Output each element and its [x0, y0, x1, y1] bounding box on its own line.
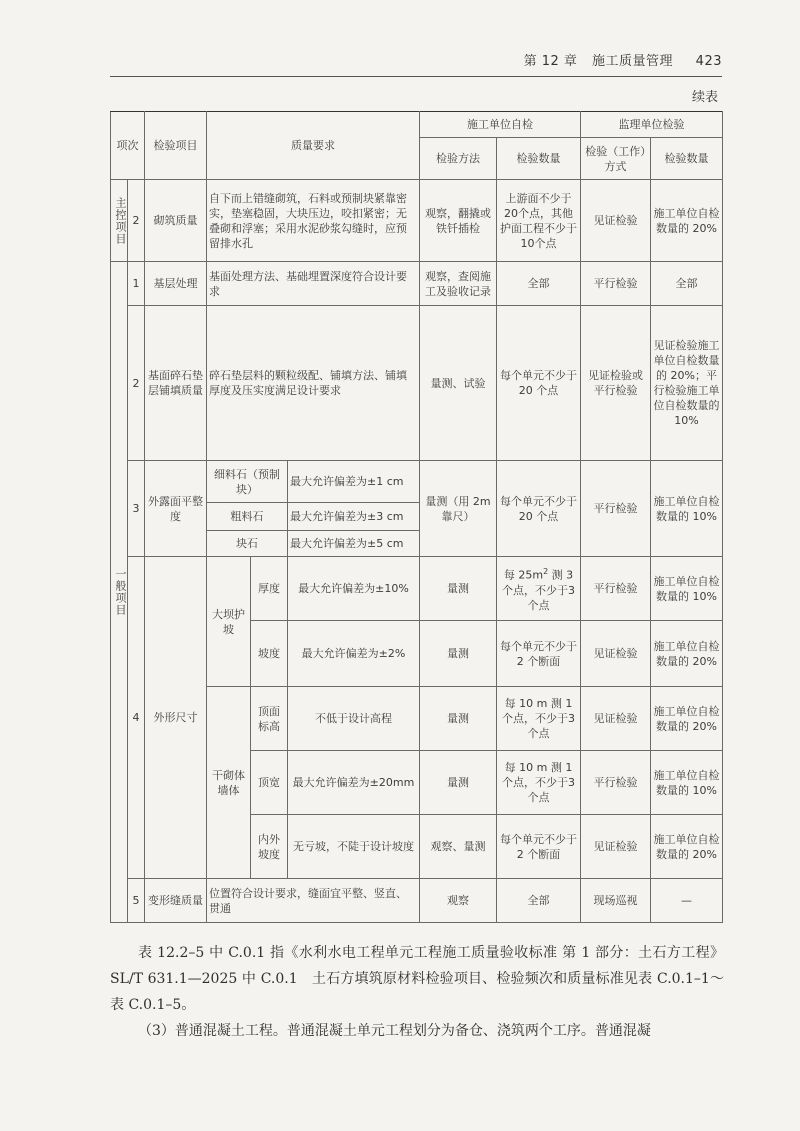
g4-group-1: 大坝护坡 [207, 557, 251, 687]
g4-r2-method: 量测 [420, 621, 497, 687]
g3-sup-quantity: 施工单位自检数量的 10% [651, 461, 723, 557]
g5-sup-method: 现场巡视 [581, 879, 651, 923]
main-control-row [111, 180, 723, 262]
g1-requirement: 基面处理方法、基础埋置深度符合设计要求 [207, 262, 420, 306]
g3-sub-2-requirement: 最大允许偏差为±3 cm [288, 503, 420, 531]
g5-no: 5 [128, 879, 145, 923]
g4-r1-sub: 厚度 [251, 557, 288, 621]
g1-sup-quantity: 全部 [651, 262, 723, 306]
head-sup-method: 检验（工作）方式 [581, 138, 651, 180]
continued-label: 续表 [691, 90, 718, 105]
g4-r5-sub: 内外坡度 [251, 815, 288, 879]
head-supervision-check: 监理单位检验 [581, 112, 723, 138]
body-paragraph-2: （3）普通混凝土工程。普通混凝土单元工程划分为备仓、浇筑两个工序。普通混凝 [138, 1023, 651, 1039]
g1-sup-method: 平行检验 [581, 262, 651, 306]
main-category [111, 180, 128, 262]
g4-r4-method: 量测 [420, 751, 497, 815]
head-quality-requirement: 质量要求 [207, 112, 420, 180]
general-row-5 [111, 879, 723, 923]
g1-quantity: 全部 [497, 262, 581, 306]
g4-r4-requirement: 最大允许偏差为±20mm [288, 751, 420, 815]
g2-sup-quantity: 见证检验施工单位自检数量的 20%；平行检验施工单位自检数量的 10% [651, 306, 723, 461]
g3-sub-1-name: 细料石（预制块） [207, 461, 288, 503]
g4-r2-quantity: 每个单元不少于 2 个断面 [497, 621, 581, 687]
head-item-no: 项次 [111, 112, 145, 180]
body-text [110, 940, 724, 1044]
main-category-label: 主控项目 [114, 196, 127, 245]
chapter-number: 第 12 章 [523, 54, 578, 69]
g4-r3-method: 量测 [420, 687, 497, 751]
g4-r1-qty-b: 测 3 个点，不少于3个点 [502, 568, 576, 612]
g2-no: 2 [128, 306, 145, 461]
g5-item: 变形缝质量 [145, 879, 207, 923]
main-row-sup-quantity: 施工单位自检数量的 20% [651, 180, 723, 262]
g4-r5-method: 观察、量测 [420, 815, 497, 879]
general-row-2 [111, 306, 723, 461]
g4-r1-sup-method: 平行检验 [581, 557, 651, 621]
general-row-4a [111, 557, 723, 621]
head-quantity: 检验数量 [497, 138, 581, 180]
g1-item: 基层处理 [145, 262, 207, 306]
g4-r4-sup-quantity: 施工单位自检数量的 10% [651, 751, 723, 815]
header-row-1 [111, 112, 723, 138]
g2-requirement: 碎石垫层料的颗粒级配、铺填方法、铺填厚度及压实度满足设计要求 [207, 306, 420, 461]
g5-quantity: 全部 [497, 879, 581, 923]
g4-r2-sub: 坡度 [251, 621, 288, 687]
head-inspection-item: 检验项目 [145, 112, 207, 180]
main-row-item: 砌筑质量 [145, 180, 207, 262]
g2-sup-method: 见证检验或平行检验 [581, 306, 651, 461]
g2-item: 基面碎石垫层铺填质量 [145, 306, 207, 461]
g4-r1-method: 量测 [420, 557, 497, 621]
g3-no: 3 [128, 461, 145, 557]
g4-r2-sup-quantity: 施工单位自检数量的 20% [651, 621, 723, 687]
main-row-requirement: 自下而上错缝砌筑，石料或预制块紧靠密实，垫塞稳固，大块压边，咬扣紧密；无叠砌和浮塞；采用水泥砂浆勾缝时，应预留排水孔 [207, 180, 420, 262]
main-row-quantity: 上游面不少于20个点，其他护面工程不少于10个点 [497, 180, 581, 262]
g4-r5-requirement: 无亏坡，不陡于设计坡度 [288, 815, 420, 879]
g4-r1-quantity [497, 557, 581, 621]
body-paragraph-1: 表 12.2–5 中 C.0.1 指《水利水电工程单元工程施工质量验收标准 第 1 部分：土石方工程》SL/T 631.1—2025 中 C.0.1 土石方填筑原材料检验项目、检验频次和质量标准见表 C.0.1–1～表 C.0.1–5。 [110, 945, 724, 1013]
g4-r3-requirement: 不低于设计高程 [288, 687, 420, 751]
g1-method: 观察，查阅施工及验收记录 [420, 262, 497, 306]
general-category [111, 262, 128, 923]
page-number: 423 [695, 54, 722, 69]
g4-r5-sup-quantity: 施工单位自检数量的 20% [651, 815, 723, 879]
g4-r4-quantity: 每 10 m 测 1 个点，不少于3个点 [497, 751, 581, 815]
g3-sup-method: 平行检验 [581, 461, 651, 557]
g4-r3-sup-quantity: 施工单位自检数量的 20% [651, 687, 723, 751]
g3-sub-2-name: 粗料石 [207, 503, 288, 531]
g5-method: 观察 [420, 879, 497, 923]
head-construction-self-check: 施工单位自检 [420, 112, 581, 138]
general-row-3a [111, 461, 723, 503]
g4-r5-quantity: 每个单元不少于 2 个断面 [497, 815, 581, 879]
g3-method: 量测（用 2m 靠尺） [420, 461, 497, 557]
g3-sub-1-requirement: 最大允许偏差为±1 cm [288, 461, 420, 503]
g4-r2-requirement: 最大允许偏差为±2% [288, 621, 420, 687]
g4-group-2: 干砌体墙体 [207, 687, 251, 879]
head-sup-quantity: 检验数量 [651, 138, 723, 180]
g1-no: 1 [128, 262, 145, 306]
g4-r5-sup-method: 见证检验 [581, 815, 651, 879]
header-text [514, 50, 722, 69]
main-row-method: 观察，翻撬或铁钎插检 [420, 180, 497, 262]
g3-item: 外露面平整度 [145, 461, 207, 557]
g4-r2-sup-method: 见证检验 [581, 621, 651, 687]
g2-quantity: 每个单元不少于 20 个点 [497, 306, 581, 461]
general-row-1 [111, 262, 723, 306]
g4-r4-sup-method: 平行检验 [581, 751, 651, 815]
general-category-label: 一般项目 [114, 568, 127, 616]
main-row-sup-method: 见证检验 [581, 180, 651, 262]
main-row-no: 2 [128, 180, 145, 262]
g5-sup-quantity: — [651, 879, 723, 923]
g4-r3-sub: 顶面标高 [251, 687, 288, 751]
g4-r1-qty-a: 每 25m [503, 568, 544, 582]
g4-r1-qty-sup: 2 [543, 567, 549, 577]
page-header [110, 48, 722, 77]
g4-r3-quantity: 每 10 m 测 1 个点，不少于3个点 [497, 687, 581, 751]
g4-r3-sup-method: 见证检验 [581, 687, 651, 751]
g4-no: 4 [128, 557, 145, 879]
g3-sub-3-name: 块石 [207, 531, 288, 557]
g4-item: 外形尺寸 [145, 557, 207, 879]
g4-r1-sup-quantity: 施工单位自检数量的 10% [651, 557, 723, 621]
g2-method: 量测、试验 [420, 306, 497, 461]
g4-r4-sub: 顶宽 [251, 751, 288, 815]
g5-requirement: 位置符合设计要求，缝面宜平整、竖直、贯通 [207, 879, 420, 923]
g3-sub-3-requirement: 最大允许偏差为±5 cm [288, 531, 420, 557]
quality-table [110, 111, 723, 923]
chapter-title: 施工质量管理 [592, 54, 674, 69]
g4-r1-requirement: 最大允许偏差为±10% [288, 557, 420, 621]
head-method: 检验方法 [420, 138, 497, 180]
g3-quantity: 每个单元不少于 20 个点 [497, 461, 581, 557]
